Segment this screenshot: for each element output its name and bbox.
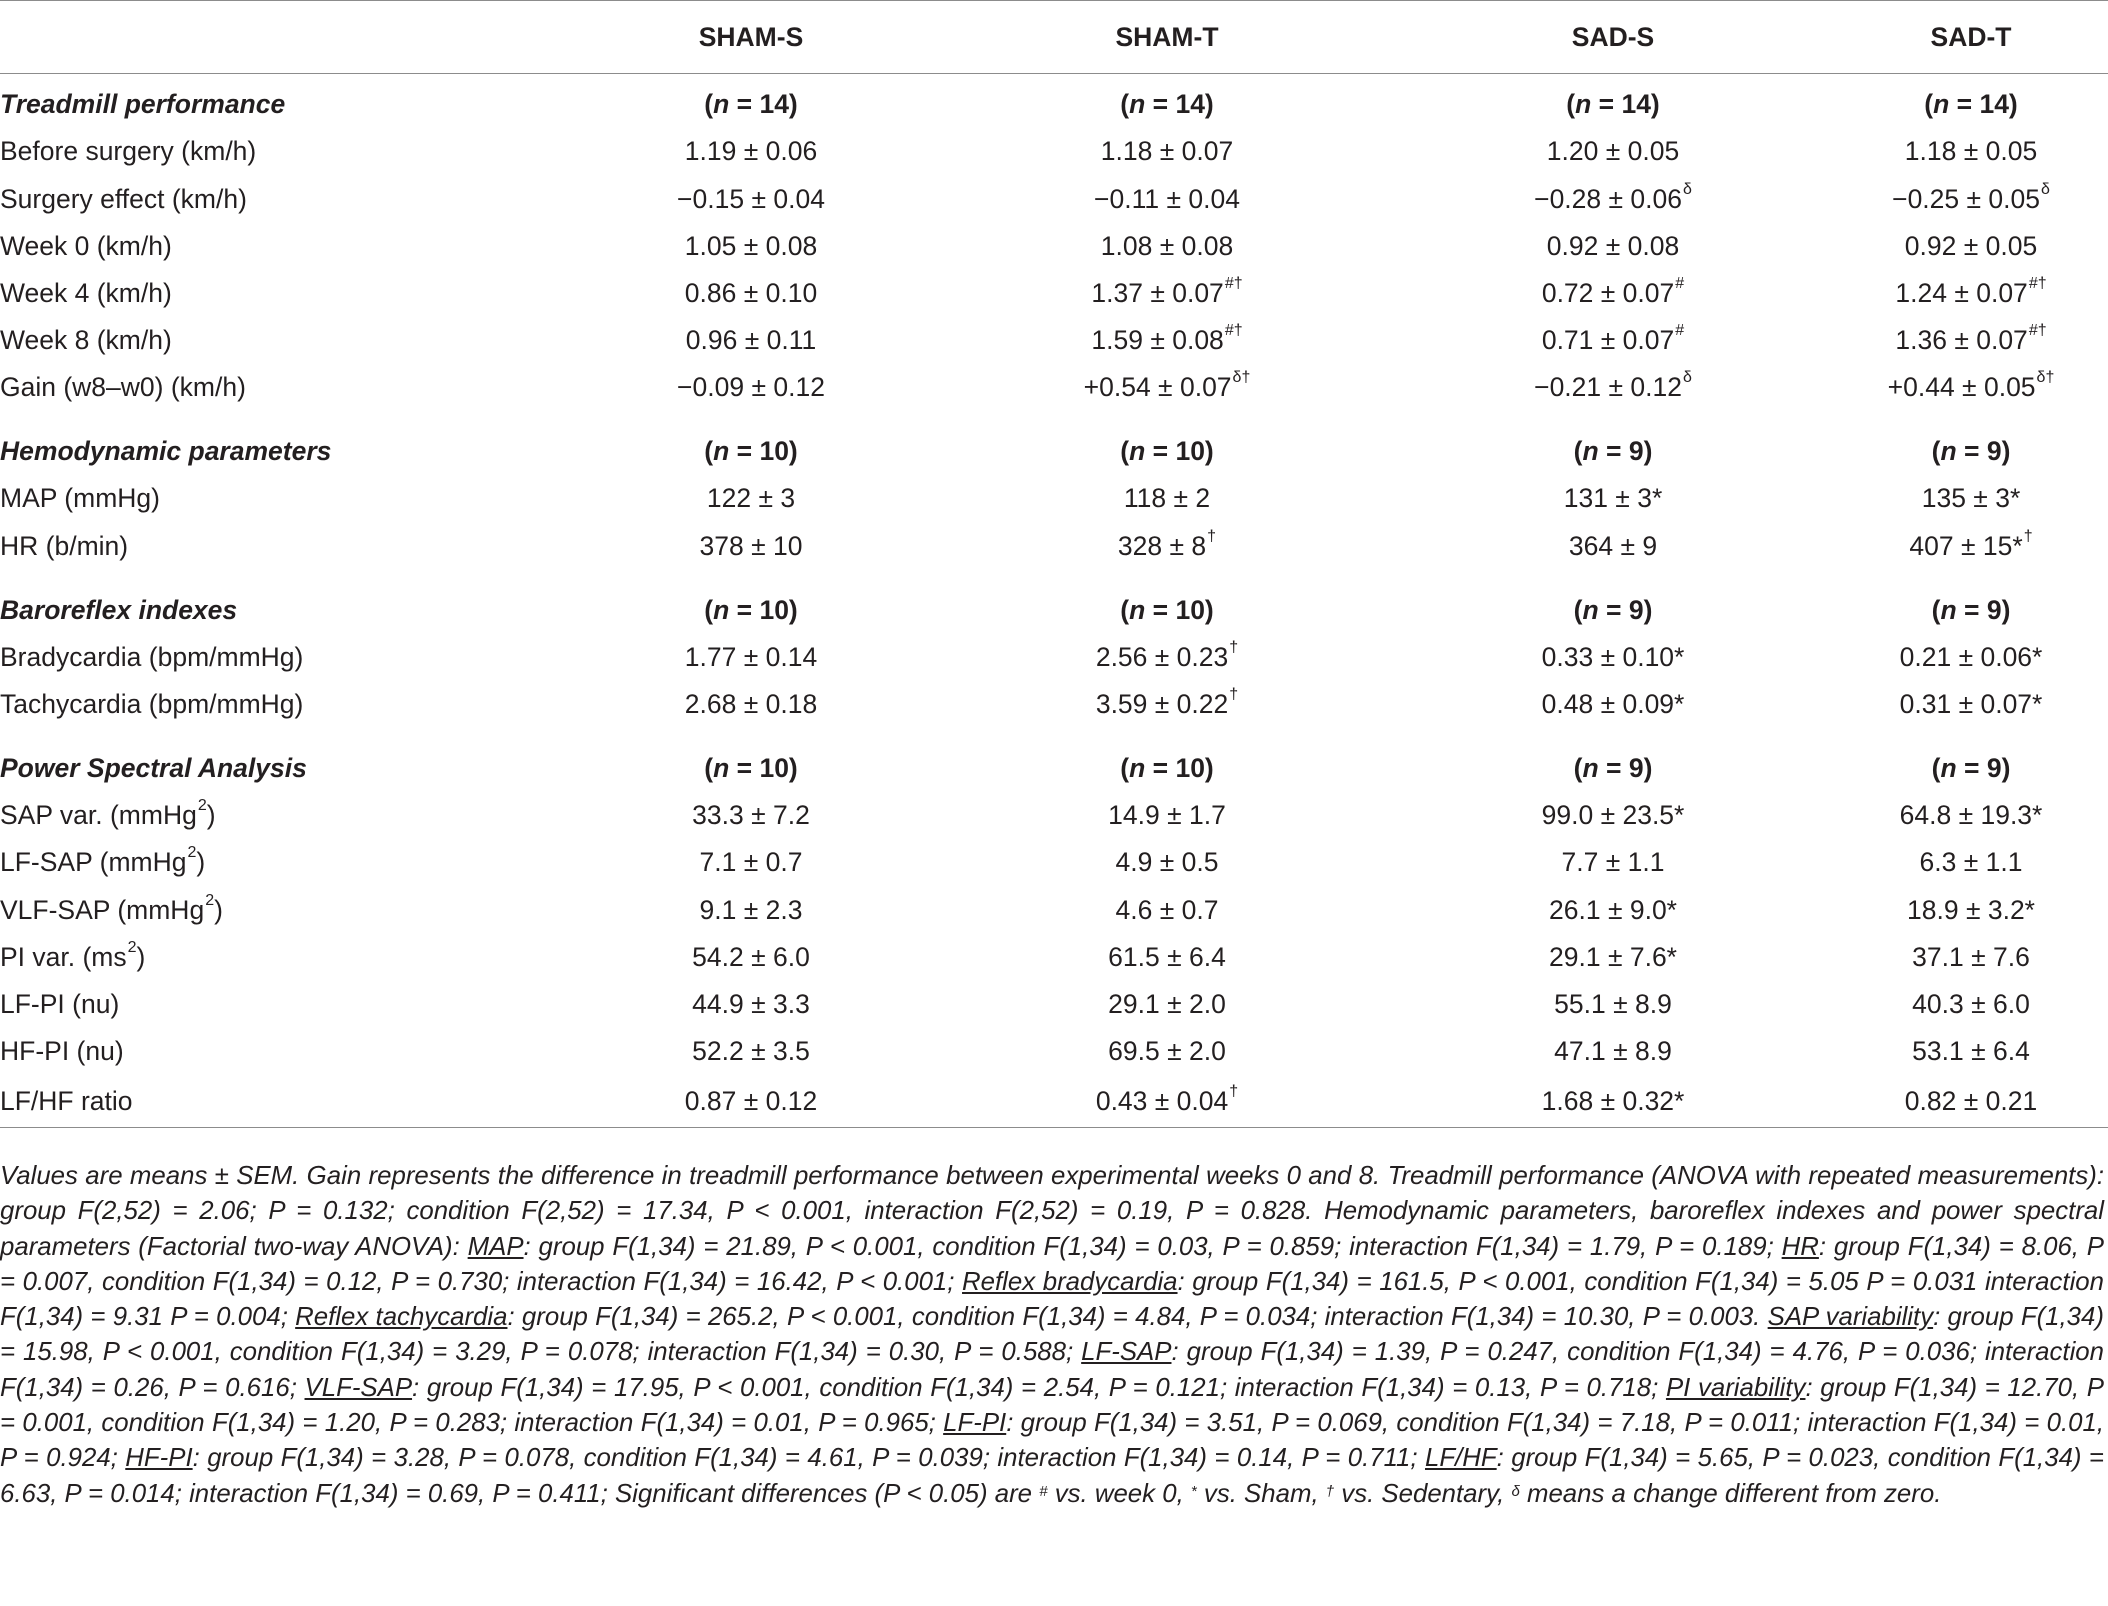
sample-size-value: = 10)	[729, 753, 798, 784]
footnote-text: : group F(1,34) = 17.95, P < 0.001, condition F(1,34) = 2.54, P = 0.121; interaction F(1,34) = 0.13, P = 0.718;	[412, 1373, 1666, 1402]
table-cell: 7.7 ± 1.1	[1561, 847, 1665, 878]
section-header-row	[0, 411, 2108, 475]
sample-size-value: = 9)	[1956, 753, 2011, 784]
row-label: Week 0 (km/h)	[0, 230, 172, 261]
significance-mark: #†	[2028, 274, 2047, 292]
significance-mark: †	[2023, 527, 2033, 545]
table-cell: 1.68 ± 0.32*	[1392, 1075, 1834, 1128]
footnote-term: PI variability	[1665, 1373, 1806, 1402]
table-cell: 1.36 ± 0.07#†	[1895, 322, 2047, 356]
table-cell: 4.6 ± 0.7	[1115, 894, 1219, 925]
footnote-term: LF-SAP	[1081, 1338, 1172, 1367]
sample-size-value: = 10)	[729, 436, 798, 467]
table-row	[0, 981, 2108, 1028]
section-header-row	[0, 728, 2108, 792]
table-row	[0, 364, 2108, 411]
sample-size-value: = 14)	[1591, 89, 1660, 120]
footnote-text: vs. Sham,	[1196, 1479, 1326, 1508]
footnote-symbol: †	[1325, 1482, 1335, 1500]
row-label: SAP var. (mmHg$^2$)	[0, 797, 216, 831]
footnote-text: vs. week 0,	[1047, 1479, 1191, 1508]
table-cell: 14.9 ± 1.7	[1108, 800, 1226, 831]
sample-size: (n = 9)	[1931, 594, 2011, 625]
table-row	[0, 792, 2108, 839]
table-cell: $-0.25 \pm 0.05^\delta$	[1892, 180, 2050, 214]
significance-mark: †	[1229, 638, 1239, 656]
row-label: MAP (mmHg)	[0, 483, 160, 514]
table-cell: 3.59 ± 0.22†	[1095, 686, 1239, 720]
footnote-symbol: δ	[1511, 1482, 1520, 1500]
sample-size: (n = 14)	[1566, 89, 1660, 120]
sample-size: (n = 14)	[1120, 89, 1214, 120]
row-label: HR (b/min)	[0, 530, 129, 561]
table-cell: 0.92 ± 0.08	[1546, 230, 1680, 261]
sample-size-value: = 10)	[1145, 753, 1214, 784]
section-header-row	[0, 570, 2108, 634]
table-row	[0, 270, 2108, 317]
significance-mark: δ	[1683, 369, 1692, 387]
sample-size: (n = 9)	[1573, 436, 1653, 467]
table-cell: 0.92 ± 0.05	[1904, 230, 2038, 261]
table-cell: 0.87 ± 0.12	[560, 1075, 942, 1128]
footnote-term: LF/HF	[1424, 1444, 1497, 1473]
table-row	[0, 839, 2108, 886]
table-row	[0, 1075, 2108, 1128]
footnote-term: MAP	[467, 1232, 524, 1261]
table-cell: 47.1 ± 8.9	[1554, 1036, 1672, 1067]
significance-mark: δ	[1683, 180, 1692, 198]
table-cell: −0.15 ± 0.04	[677, 183, 825, 214]
table-cell: 69.5 ± 2.0	[1108, 1036, 1226, 1067]
table-row	[0, 933, 2108, 980]
table-cell: $+0.54 \pm 0.07^{\delta\dagger}$	[1083, 369, 1251, 403]
row-label: Bradycardia (bpm/mmHg)	[0, 641, 304, 672]
row-label: LF-PI (nu)	[0, 988, 120, 1019]
table-footnote	[0, 1159, 2104, 1512]
significance-mark: #†	[1224, 322, 1243, 340]
section-title: Hemodynamic parameters	[0, 436, 332, 467]
table-cell: 0.72 ± 0.07#	[1541, 274, 1685, 308]
table-cell: 1.20 ± 0.05	[1546, 136, 1680, 167]
significance-mark: #†	[2028, 322, 2047, 340]
significance-mark: δ†	[1232, 369, 1251, 387]
table-cell: 328 ± 8†	[1117, 527, 1217, 561]
table-cell: 1.08 ± 0.08	[1100, 230, 1234, 261]
table-cell: 0.71 ± 0.07#	[1541, 322, 1685, 356]
table-cell: 0.82 ± 0.21	[1834, 1075, 2108, 1128]
table-cell: 2.68 ± 0.18	[684, 689, 818, 720]
row-label: PI var. $(ms^2)$	[0, 938, 146, 972]
row-label: Gain (w8–w0) (km/h)	[0, 372, 246, 403]
table-cell: 1.18 ± 0.05	[1904, 136, 2038, 167]
footnote-term: HF-PI	[125, 1444, 193, 1473]
footnote-text: : group F(1,34) = 1.39, P = 0.247, condition F(1,34) = 4.76, P = 0.036; interaction F(1,34) = 0.26, P = 0.616;	[0, 1338, 2104, 1402]
sample-size-value: = 9)	[1598, 436, 1653, 467]
table-cell: −0.11 ± 0.04	[1094, 183, 1240, 214]
row-label: HF-PI (nu)	[0, 1036, 124, 1067]
row-label: Before surgery (km/h)	[0, 136, 257, 167]
table-cell: 0.31 ± 0.07*	[1899, 689, 2043, 720]
column-header-sham-t: SHAM-T	[942, 1, 1392, 74]
table-cell: 1.77 ± 0.14	[684, 641, 818, 672]
sample-size-value: = 9)	[1956, 436, 2011, 467]
footnote-text: : group F(1,34) = 12.70, P = 0.001, condition F(1,34) = 1.20, P = 0.283; interaction F(1,34) = 0.01, P = 0.965;	[0, 1373, 2105, 1438]
section-title: Treadmill performance	[0, 89, 286, 120]
table-cell: 2.56 ± 0.23†	[1095, 638, 1239, 672]
significance-mark: #†	[1224, 274, 1243, 292]
footnote-term: VLF-SAP	[304, 1373, 413, 1402]
sample-size-value: = 10)	[1145, 594, 1214, 625]
table-cell: 37.1 ± 7.6	[1912, 941, 2030, 972]
sample-size: (n = 9)	[1573, 594, 1653, 625]
table-cell: 44.9 ± 3.3	[692, 988, 810, 1019]
table-cell: 135 ± 3*	[1921, 483, 2021, 514]
table-cell: 29.1 ± 2.0	[1108, 988, 1226, 1019]
table-row	[0, 1028, 2108, 1075]
sample-size: (n = 10)	[704, 436, 798, 467]
table-cell: 9.1 ± 2.3	[699, 894, 803, 925]
header-row	[0, 1, 2108, 74]
table-cell: 118 ± 2	[1123, 483, 1211, 514]
sample-size: (n = 10)	[704, 594, 798, 625]
sample-size-value: = 14)	[1949, 89, 2018, 120]
table-cell: 407 ± 15*†	[1909, 527, 2033, 561]
table-cell: $-0.21 \pm 0.12^\delta$	[1534, 369, 1692, 403]
sample-size-value: = 9)	[1598, 753, 1653, 784]
sample-size-value: = 10)	[729, 594, 798, 625]
table-cell: 7.1 ± 0.7	[699, 847, 803, 878]
table-cell: 29.1 ± 7.6*	[1549, 941, 1677, 972]
sample-size: (n = 14)	[1924, 89, 2018, 120]
section-title: Baroreflex indexes	[0, 594, 238, 625]
table-cell: 52.2 ± 3.5	[692, 1036, 810, 1067]
footnote-text: : group F(1,34) = 161.5, P < 0.001, condition F(1,34) = 5.05 P = 0.031 interaction F(1,34) = 9.31 P = 0.004;	[0, 1267, 2104, 1332]
table-cell: 378 ± 10	[699, 530, 803, 561]
table-cell: 54.2 ± 6.0	[692, 941, 810, 972]
table-cell: 4.9 ± 0.5	[1115, 847, 1219, 878]
footnote-symbol: *	[1190, 1482, 1197, 1500]
sample-size: (n = 10)	[1120, 436, 1214, 467]
row-label: VLF-SAP (mmHg$^2$)	[0, 891, 223, 925]
significance-mark: δ	[2041, 180, 2050, 198]
table-row	[0, 128, 2108, 175]
table-cell: 1.05 ± 0.08	[684, 230, 818, 261]
table-cell: 40.3 ± 6.0	[1912, 988, 2030, 1019]
table-body	[0, 74, 2108, 1128]
sample-size-value: = 10)	[1145, 436, 1214, 467]
row-label: Week 8 (km/h)	[0, 325, 172, 356]
table-cell: 1.19 ± 0.06	[684, 136, 818, 167]
footnote-text: means a change different from zero.	[1519, 1479, 1942, 1508]
table-cell: 55.1 ± 8.9	[1554, 988, 1672, 1019]
row-label: LF/HF ratio	[0, 1075, 560, 1128]
table-cell: 0.96 ± 0.11	[685, 325, 817, 356]
table-row	[0, 681, 2108, 728]
table-cell: 64.8 ± 19.3*	[1899, 800, 2043, 831]
significance-mark: †	[1207, 527, 1217, 545]
table-cell: 61.5 ± 6.4	[1108, 941, 1226, 972]
footnote-text: Values are means ± SEM. Gain represents the difference in treadmill performance between experimental weeks 0 and 8. Treadmill performance (ANOVA with repeated measurements): group F(2,52) = 2.06; P = 0.132; condition F(2,52) = 17.34, P < 0.001, interaction F(2,52) = 0.19, P = 0.828. Hemodynamic parameters, baroreflex indexes and power spectral parameters (Factorial two-way ANOVA):	[0, 1162, 2104, 1261]
footnote-text: : group F(1,34) = 21.89, P < 0.001, condition F(1,34) = 0.03, P = 0.859; interaction F(1,34) = 1.79, P = 0.189;	[523, 1232, 1782, 1261]
table-cell: 1.37 ± 0.07#†	[1091, 274, 1243, 308]
row-label: Week 4 (km/h)	[0, 277, 172, 308]
significance-mark: #	[1675, 322, 1685, 340]
table-cell: 0.33 ± 0.10*	[1541, 641, 1685, 672]
table-row	[0, 886, 2108, 933]
table-row	[0, 522, 2108, 569]
table-cell: 99.0 ± 23.5*	[1541, 800, 1685, 831]
row-label: Tachycardia (bpm/mmHg)	[0, 689, 304, 720]
sample-size-value: = 9)	[1956, 594, 2011, 625]
table-cell: 18.9 ± 3.2*	[1907, 894, 2035, 925]
column-header-sad-t: SAD-T	[1834, 1, 2108, 74]
column-header-label	[0, 1, 560, 74]
footnote-term: SAP variability	[1767, 1303, 1934, 1332]
table-cell: 364 ± 9	[1568, 530, 1658, 561]
footnote-term: LF-PI	[943, 1409, 1007, 1438]
table-row	[0, 222, 2108, 269]
table-row	[0, 634, 2108, 681]
section-header-row	[0, 74, 2108, 129]
footnote-symbol: #	[1039, 1482, 1048, 1500]
sample-size-value: = 14)	[1145, 89, 1214, 120]
column-header-sham-s: SHAM-S	[560, 1, 942, 74]
table-cell: 0.48 ± 0.09*	[1541, 689, 1685, 720]
sample-size-value: = 9)	[1598, 594, 1653, 625]
footnote-term: Reflex tachycardia	[295, 1303, 508, 1332]
significance-mark: #	[1675, 274, 1685, 292]
row-label: Surgery effect (km/h)	[0, 183, 247, 214]
sample-size: (n = 14)	[704, 89, 798, 120]
row-label: LF-SAP (mmHg$^2$)	[0, 844, 206, 878]
footnote-text: : group F(1,34) = 3.28, P = 0.078, condition F(1,34) = 4.61, P = 0.039; interaction F(1,34) = 0.14, P = 0.711;	[192, 1444, 1425, 1473]
significance-mark: †	[1229, 1082, 1239, 1100]
footnote-text: : group F(1,34) = 5.65, P = 0.023, condition F(1,34) = 6.63, P = 0.014; interaction F(1,34) = 0.69, P = 0.411; Significant differences (P < 0.05) are	[0, 1444, 2104, 1508]
table-row	[0, 475, 2108, 522]
table-cell: 53.1 ± 6.4	[1912, 1036, 2030, 1067]
table-cell: 1.24 ± 0.07#†	[1895, 274, 2047, 308]
table-cell: −0.09 ± 0.12	[677, 372, 825, 403]
table-cell: 1.18 ± 0.07	[1100, 136, 1234, 167]
sample-size: (n = 10)	[1120, 594, 1214, 625]
table-cell: $+0.44 \pm 0.05^{\delta\dagger}$	[1887, 369, 2055, 403]
table-cell: 1.59 ± 0.08#†	[1091, 322, 1243, 356]
column-header-sad-s: SAD-S	[1392, 1, 1834, 74]
section-title: Power Spectral Analysis	[0, 753, 307, 784]
table-cell: 26.1 ± 9.0*	[1549, 894, 1677, 925]
table-row	[0, 175, 2108, 222]
significance-mark: †	[1229, 686, 1239, 704]
table-cell: 0.21 ± 0.06*	[1899, 641, 2043, 672]
table-cell: 0.43 ± 0.04†	[942, 1075, 1392, 1128]
table-row	[0, 317, 2108, 364]
sample-size: (n = 9)	[1931, 436, 2011, 467]
table-cell: 6.3 ± 1.1	[1919, 847, 2023, 878]
sample-size: (n = 10)	[1120, 753, 1214, 784]
footnote-text: : group F(1,34) = 15.98, P < 0.001, condition F(1,34) = 3.29, P = 0.078; interaction F(1,34) = 0.30, P = 0.588;	[0, 1303, 2104, 1367]
table-cell: $-0.28 \pm 0.06^\delta$	[1534, 180, 1692, 214]
table-cell: 131 ± 3*	[1563, 483, 1663, 514]
sample-size: (n = 9)	[1931, 753, 2011, 784]
table-cell: 33.3 ± 7.2	[692, 800, 810, 831]
significance-mark: δ†	[2036, 369, 2055, 387]
table-cell: 122 ± 3	[706, 483, 796, 514]
footnote-text: : group F(1,34) = 8.06, P = 0.007, condition F(1,34) = 0.12, P = 0.730; interaction F(1,34) = 16.42, P < 0.001;	[0, 1232, 2105, 1296]
footnote-term: HR	[1781, 1232, 1819, 1261]
sample-size: (n = 9)	[1573, 753, 1653, 784]
footnote-text: : group F(1,34) = 265.2, P < 0.001, condition F(1,34) = 4.84, P = 0.034; interaction F(1,34) = 10.30, P = 0.003.	[507, 1303, 1768, 1332]
table-cell: 0.86 ± 0.10	[684, 277, 818, 308]
footnote-term: Reflex bradycardia	[962, 1267, 1178, 1296]
sample-size: (n = 10)	[704, 753, 798, 784]
sample-size-value: = 14)	[729, 89, 798, 120]
footnote-text: vs. Sedentary,	[1334, 1479, 1512, 1508]
footnote-text: : group F(1,34) = 3.51, P = 0.069, condition F(1,34) = 7.18, P = 0.011; interaction F(1,34) = 0.01, P = 0.924;	[0, 1409, 2104, 1473]
